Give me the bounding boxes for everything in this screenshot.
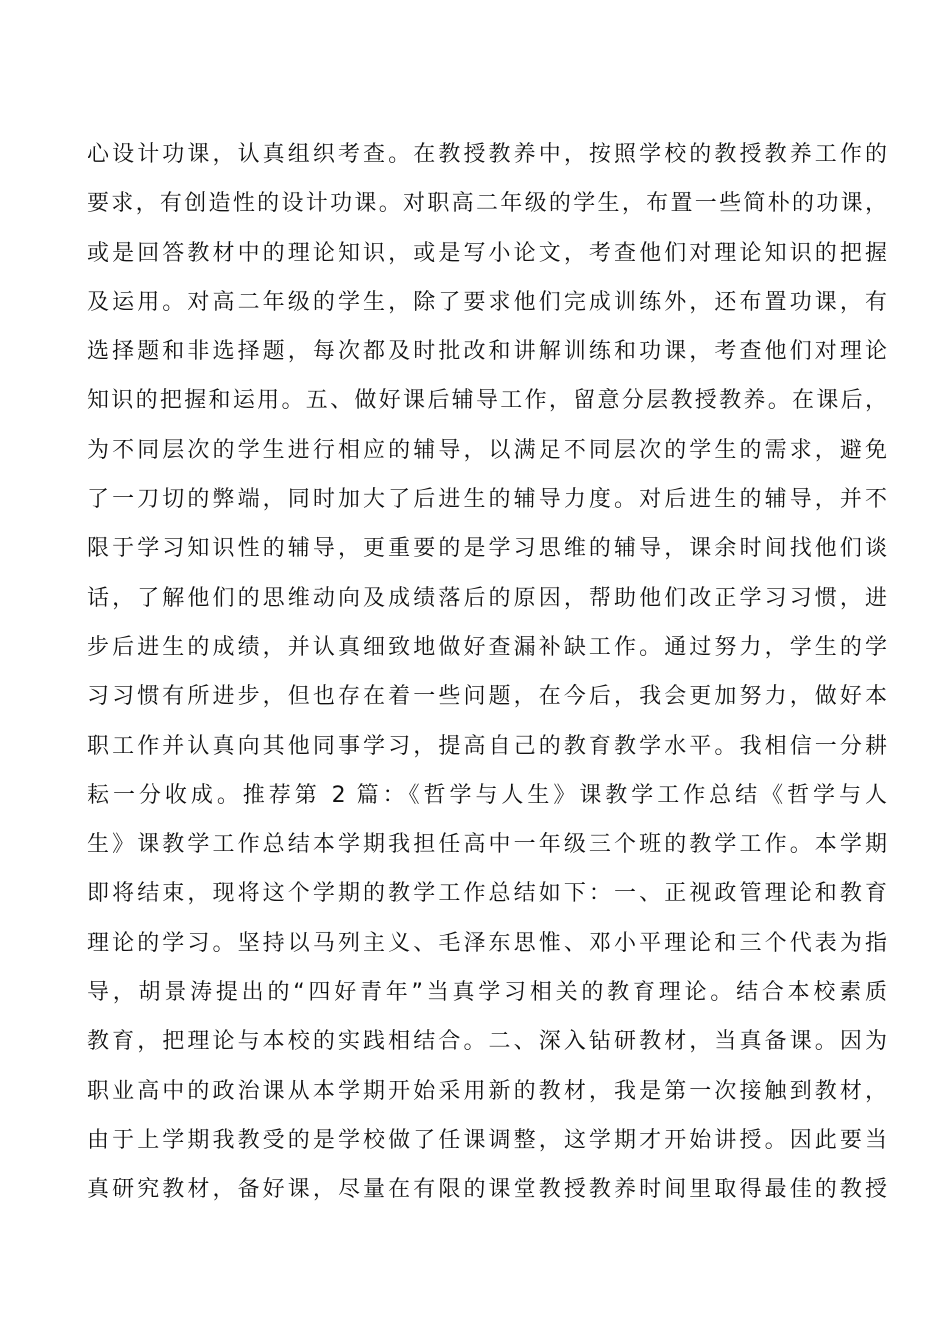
text-line: 选择题和非选择题，每次都及时批改和讲解训练和功课，考查他们对理论 — [87, 339, 887, 365]
text-line: 为不同层次的学生进行相应的辅导，以满足不同层次的学生的需求，避免 — [87, 437, 887, 463]
text-line: 导，胡景涛提出的“四好青年”当真学习相关的教育理论。结合本校素质 — [87, 980, 887, 1006]
text-line: 即将结束，现将这个学期的教学工作总结如下：一、正视政管理论和教育 — [87, 881, 887, 907]
body-text — [87, 130, 887, 1215]
text-line: 知识的把握和运用。五、做好课后辅导工作，留意分层教授教养。在课后， — [87, 388, 887, 414]
text-line: 话，了解他们的思维动向及成绩落后的原因，帮助他们改正学习习惯，进 — [87, 585, 887, 611]
text-line: 职业高中的政治课从本学期开始采用新的教材，我是第一次接触到教材， — [87, 1078, 887, 1104]
text-line: 由于上学期我教受的是学校做了任课调整，这学期才开始讲授。因此要当 — [87, 1127, 887, 1153]
text-line: 耘一分收成。推荐第 2 篇：《哲学与人生》课教学工作总结《哲学与人 — [87, 782, 887, 808]
text-line: 生》课教学工作总结本学期我担任高中一年级三个班的教学工作。本学期 — [87, 832, 887, 858]
text-line: 及运用。对高二年级的学生，除了要求他们完成训练外，还布置功课，有 — [87, 289, 887, 315]
text-line: 要求，有创造性的设计功课。对职高二年级的学生，布置一些简朴的功课， — [87, 191, 887, 217]
text-line: 教育，把理论与本校的实践相结合。二、深入钻研教材，当真备课。因为 — [87, 1029, 887, 1055]
text-line: 真研究教材，备好课，尽量在有限的课堂教授教养时间里取得最佳的教授 — [87, 1177, 887, 1203]
text-line: 职工作并认真向其他同事学习，提高自己的教育教学水平。我相信一分耕 — [87, 733, 887, 759]
text-line: 或是回答教材中的理论知识，或是写小论文，考查他们对理论知识的把握 — [87, 240, 887, 266]
text-line: 心设计功课，认真组织考查。在教授教养中，按照学校的教授教养工作的 — [87, 142, 887, 167]
text-line: 步后进生的成绩，并认真细致地做好查漏补缺工作。通过努力，学生的学 — [87, 634, 887, 660]
text-line: 理论的学习。坚持以马列主义、毛泽东思惟、邓小平理论和三个代表为指 — [87, 930, 887, 956]
text-line: 限于学习知识性的辅导，更重要的是学习思维的辅导，课余时间找他们谈 — [87, 536, 887, 562]
text-line: 习习惯有所进步，但也存在着一些问题，在今后，我会更加努力，做好本 — [87, 684, 887, 710]
text-line: 了一刀切的弊端，同时加大了后进生的辅导力度。对后进生的辅导，并不 — [87, 487, 887, 513]
